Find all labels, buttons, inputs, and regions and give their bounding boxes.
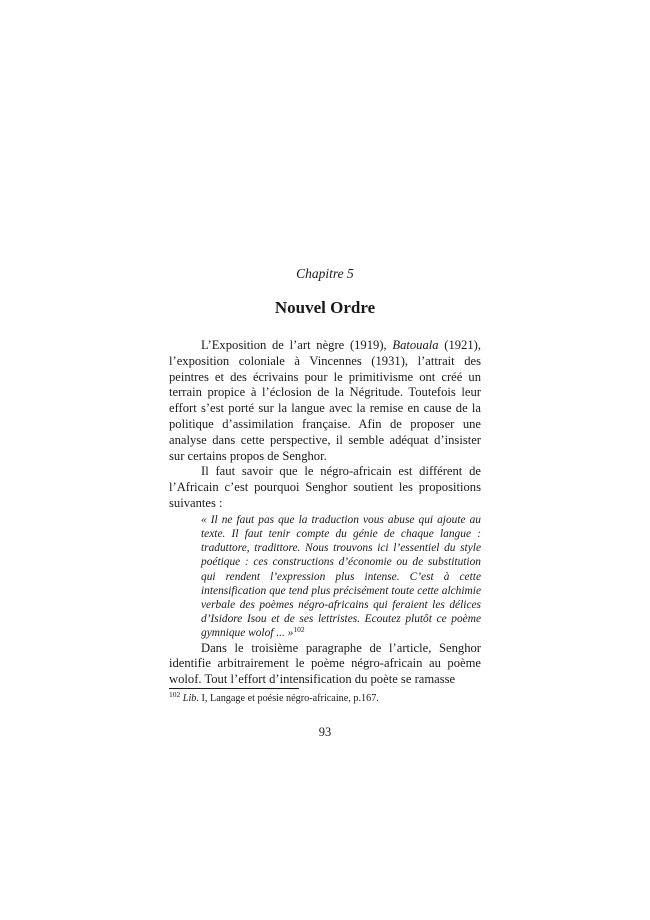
- footnote-number: 102: [169, 690, 181, 699]
- batouala-title: Batouala: [392, 338, 439, 352]
- paragraph-1: [169, 338, 481, 464]
- chapter-label: Chapitre 5: [296, 266, 354, 281]
- footnote-source: Lib: [182, 693, 197, 704]
- body-text: [169, 338, 481, 688]
- paragraph-2: Il faut savoir que le négro-africain est différent de l’Africain c’est pourquoi Senghor soutient les propositions suivantes :: [169, 464, 481, 510]
- paragraph-1-rest: (1921), l’exposition coloniale à Vincennes (1931), l’attrait des peintres et des écrivains pour le primitivisme ont créé un terrain propice à l’éclosion de la Négritude. Toutefois leur effort s’est porté sur la langue avec la remise en cause de la politique d’assimilation française. Afin de proposer une analyse dans cette perspective, il semble adéquat d’insister sur certains propos de Senghor.: [169, 338, 481, 463]
- book-page: [169, 0, 481, 920]
- footnote: [169, 690, 481, 705]
- quote-text: « Il ne faut pas que la traduction vous abuse qui ajoute au texte. Il faut tenir compte du génie de chaque langue : traduttore, tradittore. Nous trouvons ici l’essentiel du style poétique : ces constructions d’économie ou de substitution qui rendent l’expression plus intense. C’est à cette intensification que tend plus précisément toute cette alchimie verbale des poèmes négro-africains qui feraient les délices d’Isidore Isou et de ses lettristes. Ecoutez plutôt ce poème gymnique wolof ... »: [201, 513, 481, 640]
- footnote-divider: [169, 688, 299, 689]
- footnote-reference: 102: [293, 625, 305, 635]
- paragraph-1-start: L’Exposition de l’art nègre (1919),: [201, 338, 393, 352]
- chapter-title: Nouvel Ordre: [274, 298, 376, 317]
- paragraph-3: Dans le troisième paragraphe de l’article, Senghor identifie arbitrairement le poème négro-africain au poème wolof. Tout l’effort d’intensification du poète se ramasse: [169, 640, 481, 687]
- page-number: 93: [318, 725, 332, 739]
- footnote-text: . I, Langage et poésie négro-africaine, p.167.: [196, 693, 379, 704]
- block-quote: [201, 512, 481, 641]
